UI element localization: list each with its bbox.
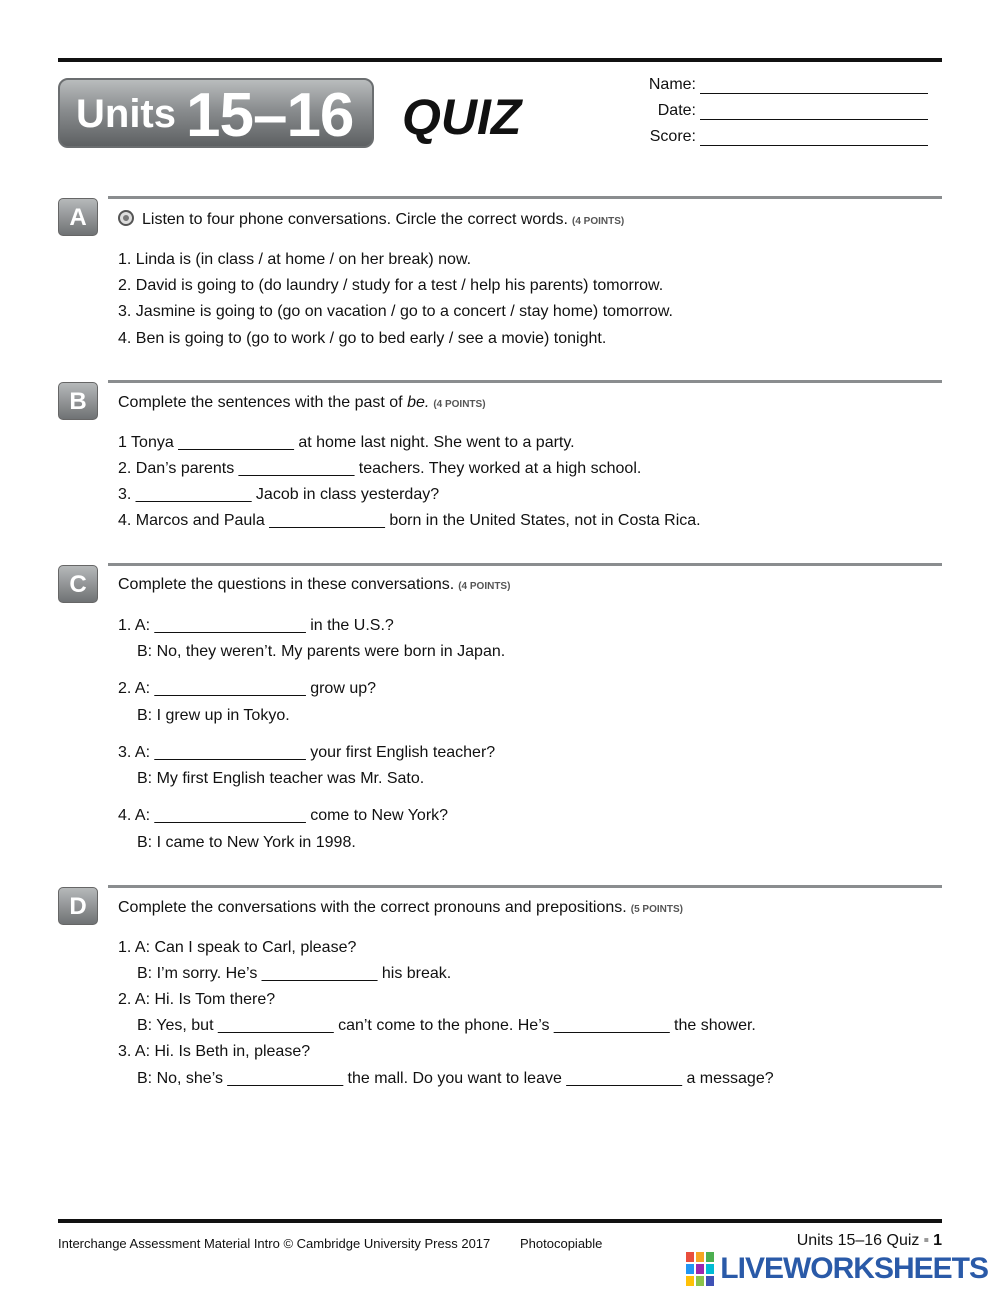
section-c-item-4-b: B: I came to New York in 1998. [137,834,356,851]
section-b-item-2: 2. Dan’s parents _____________ teachers. They worked at a high school. [118,460,642,477]
logo-tile [706,1264,714,1274]
section-d-badge: D [58,887,98,925]
units-number: 15–16 [186,81,354,150]
section-d-item-2-b: B: Yes, but _____________ can’t come to the phone. He’s _____________ the shower. [137,1017,756,1034]
footer-rule [58,1219,942,1223]
section-b-points: (4 POINTS) [433,399,486,410]
section-c-item-3-b: B: My first English teacher was Mr. Sato. [137,770,425,787]
logo-tile [696,1264,704,1274]
logo-tile [686,1252,694,1262]
section-d-item-1-b: B: I’m sorry. He’s _____________ his break. [137,965,452,982]
footer-separator: ▪ [923,1232,930,1249]
section-b-badge: B [58,382,98,420]
section-a-points: (4 POINTS) [571,216,625,227]
section-a-rule [108,196,942,199]
date-field-row [658,102,928,120]
section-a-instructions: Listen to four phone conversations. Circle the correct words. [142,211,568,228]
logo-tile [686,1276,694,1286]
section-c-rule [108,563,942,566]
liveworksheets-logo-text: LIVEWORKSHEETS [720,1252,988,1285]
section-c-item-1-a: 1. A: _________________ in the U.S.? [118,617,394,634]
section-a-item-1: 1. Linda is (in class / at home / on her break) now. [118,251,472,268]
top-rule [58,58,942,62]
section-a-badge: A [58,198,98,236]
section-d-item-3-b: B: No, she’s _____________ the mall. Do you want to leave _____________ a message? [137,1070,774,1087]
section-d-title [118,899,683,917]
section-d-item-3-a: 3. A: Hi. Is Beth in, please? [118,1043,311,1060]
date-label: Date: [657,102,696,119]
section-b-rule [108,380,942,383]
score-field[interactable] [700,131,928,146]
logo-tile [706,1276,714,1286]
section-a-title [118,210,624,229]
section-c-points: (4 POINTS) [458,581,511,592]
units-badge [58,78,374,148]
section-b-item-3: 3. _____________ Jacob in class yesterday? [118,486,440,503]
footer-copyright: Interchange Assessment Material Intro © Cambridge University Press 2017 [58,1236,491,1251]
section-d-rule [108,885,942,888]
section-c-item-4-a: 4. A: _________________ come to New York? [118,807,449,824]
section-d-instructions: Complete the conversations with the correct pronouns and prepositions. [118,899,627,916]
section-d-points: (5 POINTS) [630,904,683,915]
section-c-item-3-a: 3. A: _________________ your first English teacher? [118,744,496,761]
section-c-item-1-b: B: No, they weren’t. My parents were born in Japan. [137,643,506,660]
section-d-item-2-a: 2. A: Hi. Is Tom there? [118,991,276,1008]
units-word: Units [76,92,176,136]
audio-icon[interactable] [118,210,134,226]
section-a-item-3: 3. Jasmine is going to (go on vacation / go to a concert / stay home) tomorrow. [118,303,673,320]
footer-photocopiable: Photocopiable [520,1236,603,1251]
section-c-title [118,576,510,594]
section-a-item-2: 2. David is going to (do laundry / study for a test / help his parents) tomorrow. [118,277,664,294]
liveworksheets-logo-icon [686,1252,714,1286]
name-field-row [649,76,928,94]
section-b-item-1: 1 Tonya _____________ at home last night. She went to a party. [118,434,575,451]
section-b-instructions: Complete the sentences with the past of [118,394,408,411]
quiz-title: QUIZ [402,89,522,145]
section-d-item-1-a: 1. A: Can I speak to Carl, please? [118,939,357,956]
section-b-emphasis: be. [407,394,430,411]
footer-page-label [797,1232,942,1250]
footer-quiz-name: Units 15–16 Quiz [796,1232,920,1249]
score-label: Score: [649,128,696,145]
section-b-title [118,394,486,412]
section-c-item-2-a: 2. A: _________________ grow up? [118,680,377,697]
section-c-item-2-b: B: I grew up in Tokyo. [137,707,290,724]
logo-tile [686,1264,694,1274]
logo-tile [696,1252,704,1262]
logo-tile [696,1276,704,1286]
date-field[interactable] [700,105,928,120]
section-c-badge: C [58,565,98,603]
liveworksheets-logo[interactable] [686,1252,988,1286]
logo-tile [706,1252,714,1262]
page-number: 1 [933,1232,942,1249]
section-b-item-4: 4. Marcos and Paula _____________ born in the United States, not in Costa Rica. [118,512,701,529]
score-field-row [650,128,928,146]
section-c-instructions: Complete the questions in these conversations. [118,576,455,593]
name-label: Name: [648,76,696,93]
section-a-item-4: 4. Ben is going to (go to work / go to bed early / see a movie) tonight. [118,330,607,347]
name-field[interactable] [700,79,928,94]
